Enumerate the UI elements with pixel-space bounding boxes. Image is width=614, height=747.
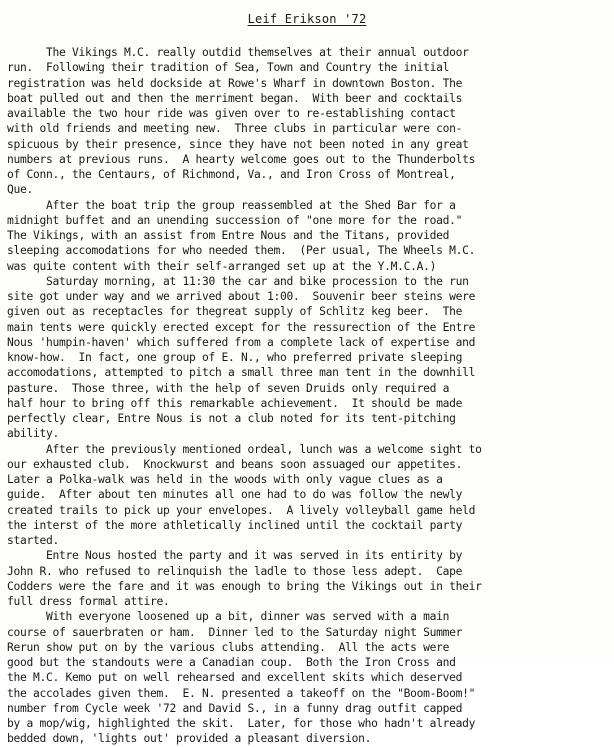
text-line: Later a Polka-walk was held in the woods with only vague clues as a xyxy=(7,473,443,486)
text-line: accomodations, attempted to pitch a small three man tent in the downhill xyxy=(7,366,476,380)
text-line: The Vikings M.C. really outdid themselves at their annual outdoor xyxy=(7,46,469,59)
text-line: midnight buffet and an unending succession of "one more for the road." xyxy=(7,213,463,227)
text-line: the interst of the more athletically inclined until the cocktail party xyxy=(7,518,463,532)
text-line: number from Cycle week '72 and David S., in a funny drag outfit capped xyxy=(7,701,463,715)
text-line: with old friends and meeting new. Three clubs in particular were con- xyxy=(7,122,463,136)
text-line: sleeping accomodations for who needed them. (Per usual, The Wheels M.C. xyxy=(7,244,476,258)
text-line: by a mop/wig, highlighted the skit. Later, for those who hadn't already xyxy=(7,717,476,730)
text-line: the M.C. Kemo put on well rehearsed and excellent skits which deserved xyxy=(7,671,463,685)
text-line: guide. After about ten minutes all one had to do was follow the newly xyxy=(7,488,463,502)
text-line: the accolades given them. E. N. presented a takeoff on the "Boom-Boom!" xyxy=(7,686,476,700)
text-line: know-how. In fact, one group of E. N., who preferred private sleeping xyxy=(7,351,463,364)
text-line: After the previously mentioned ordeal, lunch was a welcome sight to xyxy=(7,442,482,456)
article-body xyxy=(7,45,611,747)
text-line: was quite content with their self-arranged set up at the Y.M.C.A.) xyxy=(7,259,437,273)
text-line: perfectly clear, Entre Nous is not a club noted for its tent-pitching xyxy=(7,412,456,425)
text-line: pasture. Those three, with the help of seven Druids only required a xyxy=(7,381,450,395)
text-line: given out as receptacles for thegreat supply of Schlitz keg beer. The xyxy=(7,305,463,319)
text-line: good but the standouts were a Canadian coup. Both the Iron Cross and xyxy=(7,656,456,669)
text-line: Entre Nous hosted the party and it was served in its entirity by xyxy=(7,549,463,563)
text-line: of Conn., the Centaurs, of Richmond, Va., and Iron Cross of Montreal, xyxy=(7,168,456,181)
text-line: full dress formal attire. xyxy=(7,595,170,608)
text-line: half hour to bring off this remarkable achievement. It should be made xyxy=(7,396,463,410)
text-line: spicuous by their presence, since they have not been noted in any great xyxy=(7,137,469,151)
text-line: Rerun show put on by the various clubs attending. All the acts were xyxy=(7,640,450,654)
text-line: After the boat trip the group reassembled at the Shed Bar for a xyxy=(7,198,456,212)
page-title xyxy=(0,12,614,26)
text-line: started. xyxy=(7,534,60,547)
text-line: our exhausted club. Knockwurst and beans soon assuaged our appetites. xyxy=(7,457,463,471)
text-line: site got under way and we arrived about 1:00. Souvenir beer steins were xyxy=(7,290,476,303)
text-line: ability. xyxy=(7,427,60,441)
text-line: created trails to pick up your envelopes. A lively volleyball game held xyxy=(7,503,476,517)
text-line: bedded down, 'lights out' provided a pleasant diversion. xyxy=(7,732,372,746)
text-line: boat pulled out and then the merriment began. With beer and cocktails xyxy=(7,91,463,105)
text-line: Que. xyxy=(7,183,34,197)
text-line: With everyone loosened up a bit, dinner was served with a main xyxy=(7,610,450,624)
text-line: Codders were the fare and it was enough to bring the Vikings out in their xyxy=(7,579,482,593)
text-line: The Vikings, with an assist from Entre Nous and the Titans, provided xyxy=(7,229,450,242)
page-title-text: Leif Erikson '72 xyxy=(247,12,367,26)
text-line: run. Following their tradition of Sea, Town and Country the initial xyxy=(7,61,450,75)
text-line: registration was held dockside at Rowe's Wharf in downtown Boston. The xyxy=(7,76,463,90)
text-line: Saturday morning, at 11:30 the car and bike procession to the run xyxy=(7,274,469,288)
text-line: Nous 'humpin-haven' which suffered from a complete lack of expertise and xyxy=(7,335,476,349)
text-line: main tents were quickly erected except for the ressurection of the Entre xyxy=(7,320,476,334)
text-line: numbers at previous runs. A hearty welcome goes out to the Thunderbolts xyxy=(7,152,476,166)
text-line: available the two hour ride was given over to re-establishing contact xyxy=(7,107,456,120)
text-line: John R. who refused to relinquish the ladle to those less adept. Cape xyxy=(7,564,463,578)
text-line: course of sauerbraten or ham. Dinner led to the Saturday night Summer xyxy=(7,625,463,639)
